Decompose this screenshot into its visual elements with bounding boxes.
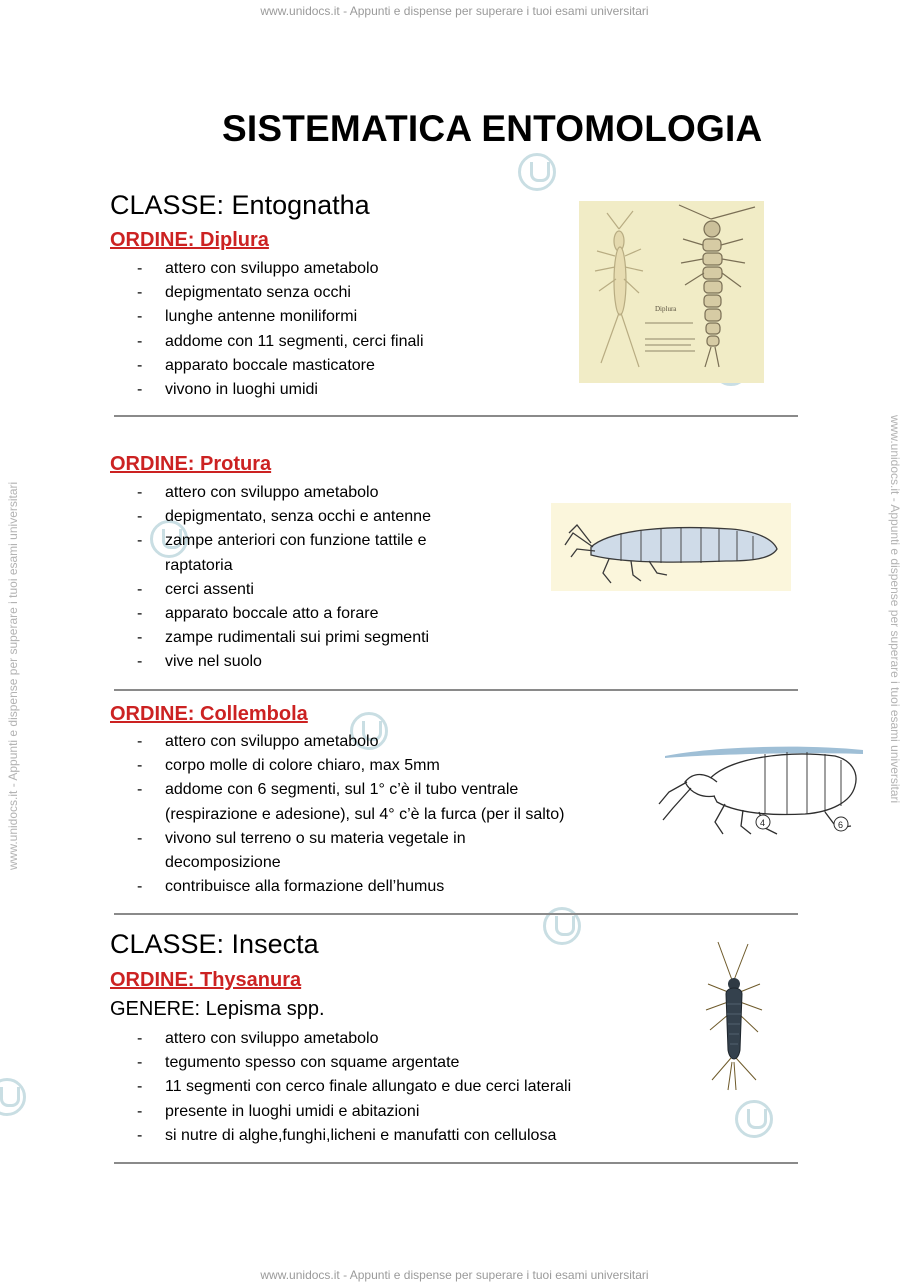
- classe-entognatha: CLASSE: Entognatha: [110, 190, 370, 220]
- ordine-diplura: ORDINE: Diplura: [110, 229, 269, 251]
- list-item: - attero con sviluppo ametabolo: [137, 260, 379, 277]
- diplura-list: [137, 257, 424, 402]
- protura-illustration: [551, 503, 791, 591]
- list-item: - vive nel suolo: [137, 653, 262, 671]
- collembola-illustration: [655, 742, 865, 838]
- watermark-logo-icon: [518, 153, 556, 191]
- watermark-logo-icon: [735, 1100, 773, 1138]
- list-item: - addome con 6 segmenti, sul 1° c’è il tubo ventrale: [137, 781, 519, 799]
- lepisma-illustration: [698, 940, 768, 1092]
- list-item: - lunghe antenne moniliformi: [137, 308, 358, 326]
- classe-insecta: CLASSE: Insecta: [110, 929, 319, 959]
- diplura-illustration: [579, 201, 764, 383]
- list-item: raptatoria: [165, 556, 233, 574]
- watermark-left: www.unidocs.it - Appunti e dispense per superare i tuoi esami universitari: [6, 481, 20, 870]
- list-item: - contribuisce alla formazione dell’humus: [137, 878, 445, 896]
- list-item: - vivono sul terreno o su materia vegetale in: [137, 829, 466, 847]
- section-divider: [114, 1162, 798, 1164]
- list-item: - vivono in luoghi umidi: [137, 381, 318, 399]
- watermark-logo-icon: [0, 1078, 26, 1116]
- watermark-top: www.unidocs.it - Appunti e dispense per superare i tuoi esami universitari: [260, 4, 649, 18]
- list-item: - apparato boccale masticatore: [137, 356, 375, 374]
- list-item: - presente in luoghi umidi e abitazioni: [137, 1102, 420, 1120]
- thysanura-list: [137, 1027, 571, 1148]
- section-divider: [114, 689, 798, 691]
- diplura-caption: Diplura: [655, 305, 677, 313]
- list-item: - addome con 11 segmenti, cerci finali: [137, 332, 424, 350]
- page-title: SISTEMATICA ENTOMOLOGIA: [222, 108, 763, 149]
- list-item: - cerci assenti: [137, 580, 254, 598]
- collembola-label-6: 6: [838, 820, 844, 830]
- protura-list: [137, 481, 431, 675]
- ordine-collembola: ORDINE: Collembola: [110, 703, 308, 725]
- list-item: - attero con sviluppo ametabolo: [137, 733, 379, 750]
- list-item: - 11 segmenti con cerco finale allungato e due cerci laterali: [137, 1078, 572, 1096]
- list-item: - depigmentato, senza occhi e antenne: [137, 508, 431, 526]
- list-item: - attero con sviluppo ametabolo: [137, 484, 379, 501]
- section-divider: [114, 415, 798, 417]
- ordine-thysanura: ORDINE: Thysanura: [110, 969, 302, 991]
- list-item: - tegumento spesso con squame argentate: [137, 1054, 460, 1072]
- watermark-bottom: www.unidocs.it - Appunti e dispense per superare i tuoi esami universitari: [260, 1268, 649, 1282]
- watermark-right: www.unidocs.it - Appunti e dispense per superare i tuoi esami universitari: [888, 415, 902, 804]
- list-item: (respirazione e adesione), sul 4° c’è la furca (per il salto): [165, 805, 565, 823]
- list-item: - attero con sviluppo ametabolo: [137, 1030, 379, 1047]
- genere-lepisma: GENERE: Lepisma spp.: [110, 998, 325, 1020]
- list-item: decomposizione: [165, 854, 281, 872]
- collembola-label-4: 4: [760, 818, 766, 828]
- list-item: - apparato boccale atto a forare: [137, 605, 379, 623]
- list-item: - zampe rudimentali sui primi segmenti: [137, 629, 430, 647]
- list-item: - zampe anteriori con funzione tattile e: [137, 532, 427, 550]
- list-item: - depigmentato senza occhi: [137, 284, 351, 302]
- list-item: - corpo molle di colore chiaro, max 5mm: [137, 757, 440, 775]
- section-divider: [114, 913, 798, 915]
- ordine-protura: ORDINE: Protura: [110, 453, 272, 475]
- collembola-list: [137, 730, 564, 899]
- list-item: - si nutre di alghe,funghi,licheni e manufatti con cellulosa: [137, 1126, 557, 1144]
